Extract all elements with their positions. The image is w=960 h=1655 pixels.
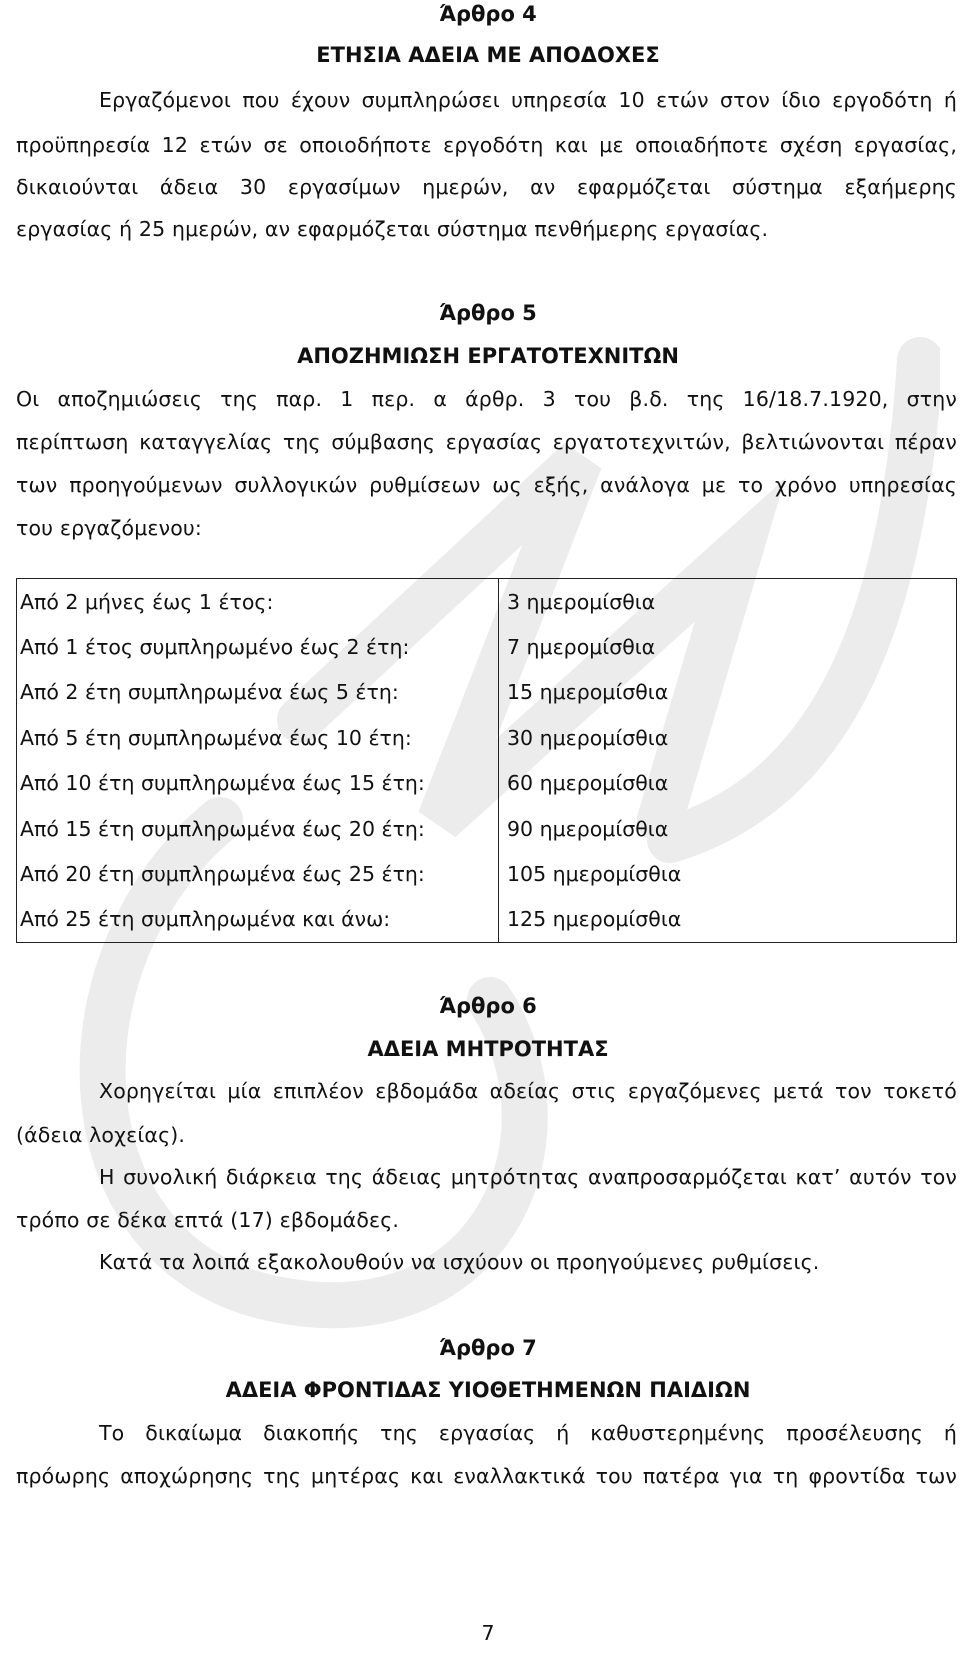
article-6-line-1: Χορηγείται μία επιπλέον εβδομάδα αδείας στις εργαζόμενες μετά τον τοκετό bbox=[99, 1079, 957, 1103]
table-row bbox=[17, 579, 957, 625]
article-5-line-2: περίπτωση καταγγελίας της σύμβασης εργασίας εργατοτεχνιτών, βελτιώνονται πέραν bbox=[16, 430, 957, 454]
period-cell: Από 20 έτη συμπληρωμένα έως 25 έτη: bbox=[17, 851, 499, 896]
table-row bbox=[17, 897, 957, 943]
compensation-cell: 105 ημερομίσθια bbox=[499, 851, 957, 896]
table-row bbox=[17, 806, 957, 851]
article-4-number: Άρθρο 4 bbox=[439, 2, 537, 26]
period-cell: Από 2 έτη συμπληρωμένα έως 5 έτη: bbox=[17, 670, 499, 715]
article-4-line-1: Εργαζόμενοι που έχουν συμπληρώσει υπηρεσία 10 ετών στον ίδιο εργοδότη ή bbox=[99, 88, 957, 112]
table-row bbox=[17, 851, 957, 896]
article-6-line-3: Η συνολική διάρκεια της άδειας μητρότητας αναπροσαρμόζεται κατ’ αυτόν τον bbox=[99, 1165, 957, 1189]
article-4-line-4: εργασίας ή 25 ημερών, αν εφαρμόζεται σύστημα πενθήμερης εργασίας. bbox=[16, 217, 769, 241]
table-row bbox=[17, 670, 957, 715]
article-7-title: ΑΔΕΙΑ ΦΡΟΝΤΙΔΑΣ ΥΙΟΘΕΤΗΜΕΝΩΝ ΠΑΙΔΙΩΝ bbox=[225, 1378, 751, 1402]
table-row bbox=[17, 761, 957, 806]
table-row bbox=[17, 624, 957, 669]
page-number: 7 bbox=[481, 1621, 495, 1645]
article-6-line-4: τρόπο σε δέκα επτά (17) εβδομάδες. bbox=[16, 1208, 400, 1232]
compensation-cell: 3 ημερομίσθια bbox=[499, 579, 957, 625]
article-5-line-1: Οι αποζημιώσεις της παρ. 1 περ. α άρθρ. 3 του β.δ. της 16/18.7.1920, στην bbox=[16, 387, 957, 411]
compensation-table bbox=[16, 578, 957, 943]
period-cell: Από 1 έτος συμπληρωμένο έως 2 έτη: bbox=[17, 624, 499, 669]
compensation-cell: 7 ημερομίσθια bbox=[499, 624, 957, 669]
compensation-cell: 15 ημερομίσθια bbox=[499, 670, 957, 715]
article-4-line-3: δικαιούνται άδεια 30 εργασίμων ημερών, αν εφαρμόζεται σύστημα εξαήμερης bbox=[16, 175, 957, 199]
article-5-number: Άρθρο 5 bbox=[439, 301, 537, 325]
article-6-line-2: (άδεια λοχείας). bbox=[16, 1123, 186, 1147]
period-cell: Από 2 μήνες έως 1 έτος: bbox=[17, 579, 499, 625]
article-5-line-3: των προηγούμενων συλλογικών ρυθμίσεων ως εξής, ανάλογα με το χρόνο υπηρεσίας bbox=[16, 473, 957, 497]
period-cell: Από 15 έτη συμπληρωμένα έως 20 έτη: bbox=[17, 806, 499, 851]
article-5-line-4: του εργαζόμενου: bbox=[16, 516, 202, 540]
period-cell: Από 5 έτη συμπληρωμένα έως 10 έτη: bbox=[17, 715, 499, 760]
article-5-title: ΑΠΟΖΗΜΙΩΣΗ ΕΡΓΑΤΟΤΕΧΝΙΤΩΝ bbox=[297, 344, 679, 368]
table-row bbox=[17, 715, 957, 760]
article-7-line-1: Το δικαίωμα διακοπής της εργασίας ή καθυστερημένης προσέλευσης ή bbox=[99, 1421, 957, 1445]
article-6-number: Άρθρο 6 bbox=[439, 994, 537, 1018]
article-7-line-2: πρόωρης αποχώρησης της μητέρας και εναλλακτικά του πατέρα για τη φροντίδα των bbox=[16, 1464, 957, 1488]
compensation-cell: 60 ημερομίσθια bbox=[499, 761, 957, 806]
article-7-number: Άρθρο 7 bbox=[439, 1336, 537, 1360]
period-cell: Από 10 έτη συμπληρωμένα έως 15 έτη: bbox=[17, 761, 499, 806]
article-6-title: ΑΔΕΙΑ ΜΗΤΡΟΤΗΤΑΣ bbox=[367, 1037, 609, 1061]
compensation-cell: 30 ημερομίσθια bbox=[499, 715, 957, 760]
article-6-line-5: Κατά τα λοιπά εξακολουθούν να ισχύουν οι προηγούμενες ρυθμίσεις. bbox=[99, 1250, 820, 1274]
article-4-line-2: προϋπηρεσία 12 ετών σε οποιοδήποτε εργοδότη και με οποιαδήποτε σχέση εργασίας, bbox=[16, 133, 957, 157]
compensation-cell: 125 ημερομίσθια bbox=[499, 897, 957, 943]
period-cell: Από 25 έτη συμπληρωμένα και άνω: bbox=[17, 897, 499, 943]
compensation-cell: 90 ημερομίσθια bbox=[499, 806, 957, 851]
article-4-title: ΕΤΗΣΙΑ ΑΔΕΙΑ ΜΕ ΑΠΟΔΟΧΕΣ bbox=[316, 43, 660, 67]
